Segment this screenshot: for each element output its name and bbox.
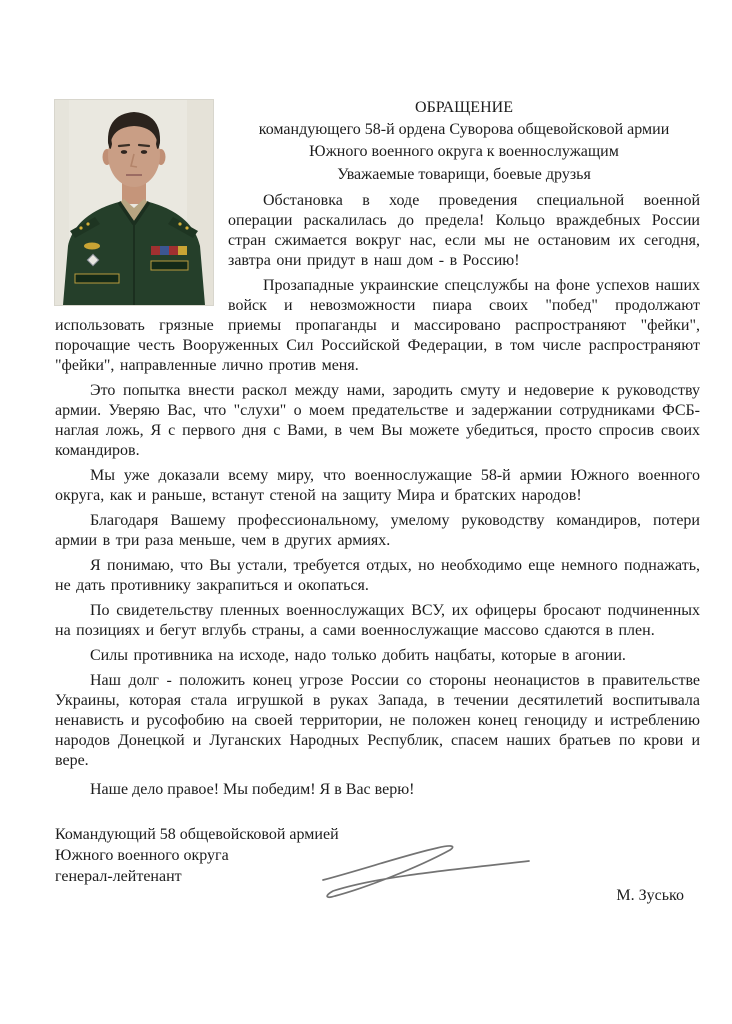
officer-photo — [55, 100, 213, 305]
paragraph-6: Я понимаю, что Вы устали, требуется отдых, но необходимо еще немного поднажать, не дать противнику закрапиться и окопаться. — [55, 557, 700, 594]
officer-portrait-image — [55, 100, 213, 305]
salutation: Уважаемые товарищи, боевые друзья — [337, 166, 591, 183]
title-line-3: Южного военного округа к военнослужащим — [309, 143, 619, 160]
signer-position-line-2: Южного военного округа — [55, 847, 229, 864]
paragraph-8: Силы противника на исходе, надо только добить нацбаты, которые в агонии. — [90, 647, 626, 664]
signer-position-line-3: генерал-лейтенант — [55, 868, 182, 885]
signature-block — [55, 824, 700, 964]
title-line-2: командующего 58-й ордена Суворова общевойсковой армии — [258, 121, 670, 138]
paragraph-9: Наш долг - положить конец угрозе России со стороны неонацистов в правительстве Украины, которая стала игрушкой в руках Запада, в течении десятилетий воспитывала ненависть и русофобию на своей территории, не положен конец геноциду и истреблению народов Донецкой и Луганских Народных Республик, спасем наших братьев по крови и вере. — [55, 672, 700, 769]
handwritten-signature — [317, 830, 535, 902]
paragraph-7: По свидетельству пленных военнослужащих ВСУ, их офицеры бросают подчиненных на позициях и бегут вглубь страны, а сами военнослужащие массово сдаются в плен. — [55, 602, 700, 639]
paragraph-4: Мы уже доказали всему миру, что военнослужащие 58-й армии Южного военного округа, как и раньше, встанут стеной на защиту Мира и братских народов! — [55, 467, 700, 504]
signer-name: М. Зусько — [616, 887, 684, 904]
closing-line: Наше дело правое! Мы победим! Я в Вас верю! — [90, 781, 415, 798]
paragraph-2: Прозападные украинские спецслужбы на фоне успехов наших войск и невозможности пиара своих "побед" продолжают использовать грязные приемы пропаганды и массировано распространяют "фейки", порочащие честь Вооруженных Сил Российской Федерации, в том числе распространяют "фейки", направленные лично против меня. — [55, 277, 700, 374]
paragraph-5: Благодаря Вашему профессиональному, умелому руководству командиров, потери армии в три раза меньше, чем в других армиях. — [55, 512, 700, 549]
paragraph-3: Это попытка внести раскол между нами, зародить смуту и недоверие к руководству армии. Уверяю Вас, что "слухи" о моем предательстве и задержании сотрудниками ФСБ- наглая ложь, Я с первого дня с Вами, в чем Вы можете убедиться, просто спросив своих командиров. — [55, 382, 700, 459]
signer-position-line-1: Командующий 58 общевойсковой армией — [55, 826, 339, 843]
paragraph-1: Обстановка в ходе проведения специальной военной операции раскалилась до предела! Кольцо враждебных России стран сжимается вокруг нас, если мы не остановим их сегодня, завтра они придут в наш дом - в Россию! — [228, 192, 700, 269]
title-line-1: ОБРАЩЕНИЕ — [415, 99, 513, 116]
